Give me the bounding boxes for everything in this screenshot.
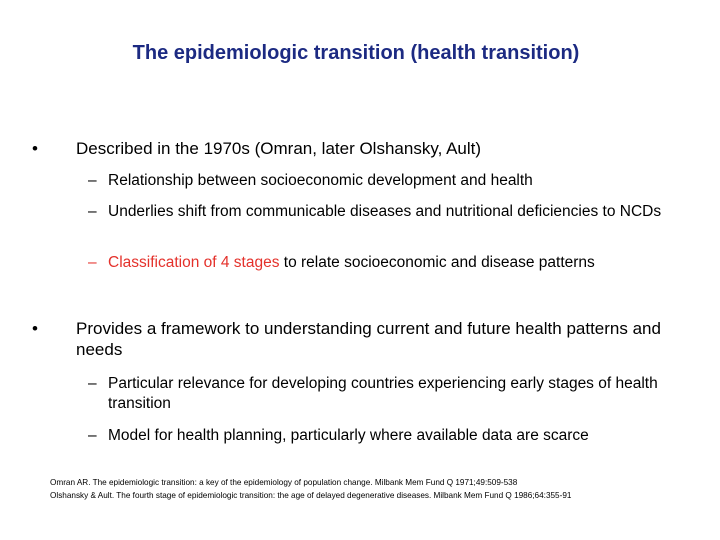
sub-dash: – [88,375,97,392]
bullet-1-sub-3-text [108,253,698,273]
bullet-dot: • [32,319,38,338]
bullet-2-sub-1-text: Particular relevance for developing countries experiencing early stages of health transition [108,375,658,412]
bullet-1-text: Described in the 1970s (Omran, later Olshansky, Ault) [76,139,482,158]
reference-2: Olshansky & Ault. The fourth stage of epidemiologic transition: the age of delayed degenerative diseases. Milbank Mem Fund Q 1986;64:355-91 [50,491,572,500]
sub-dash: – [88,427,97,444]
sub-3-rest-text: to relate socioeconomic and disease patterns [279,254,595,271]
sub-dash: – [88,254,97,271]
sub-dash: – [88,203,97,220]
slide-title: The epidemiologic transition (health transition) [132,42,580,64]
highlight-text: Classification of 4 stages [108,254,280,271]
bullet-1-sub-2-text: Underlies shift from communicable diseases and nutritional deficiencies to NCDs [108,203,662,220]
bullet-2-text: Provides a framework to understanding current and future health patterns and needs [76,319,661,359]
sub-dash: – [88,172,97,189]
bullet-1-sub-1-text: Relationship between socioeconomic development and health [108,172,533,189]
bullet-2-sub-2-text: Model for health planning, particularly where available data are scarce [108,427,589,444]
references [50,476,710,502]
bullet-dot: • [32,139,38,158]
reference-1: Omran AR. The epidemiologic transition: a key of the epidemiology of population change. Milbank Mem Fund Q 1971;49:509-538 [50,478,518,487]
